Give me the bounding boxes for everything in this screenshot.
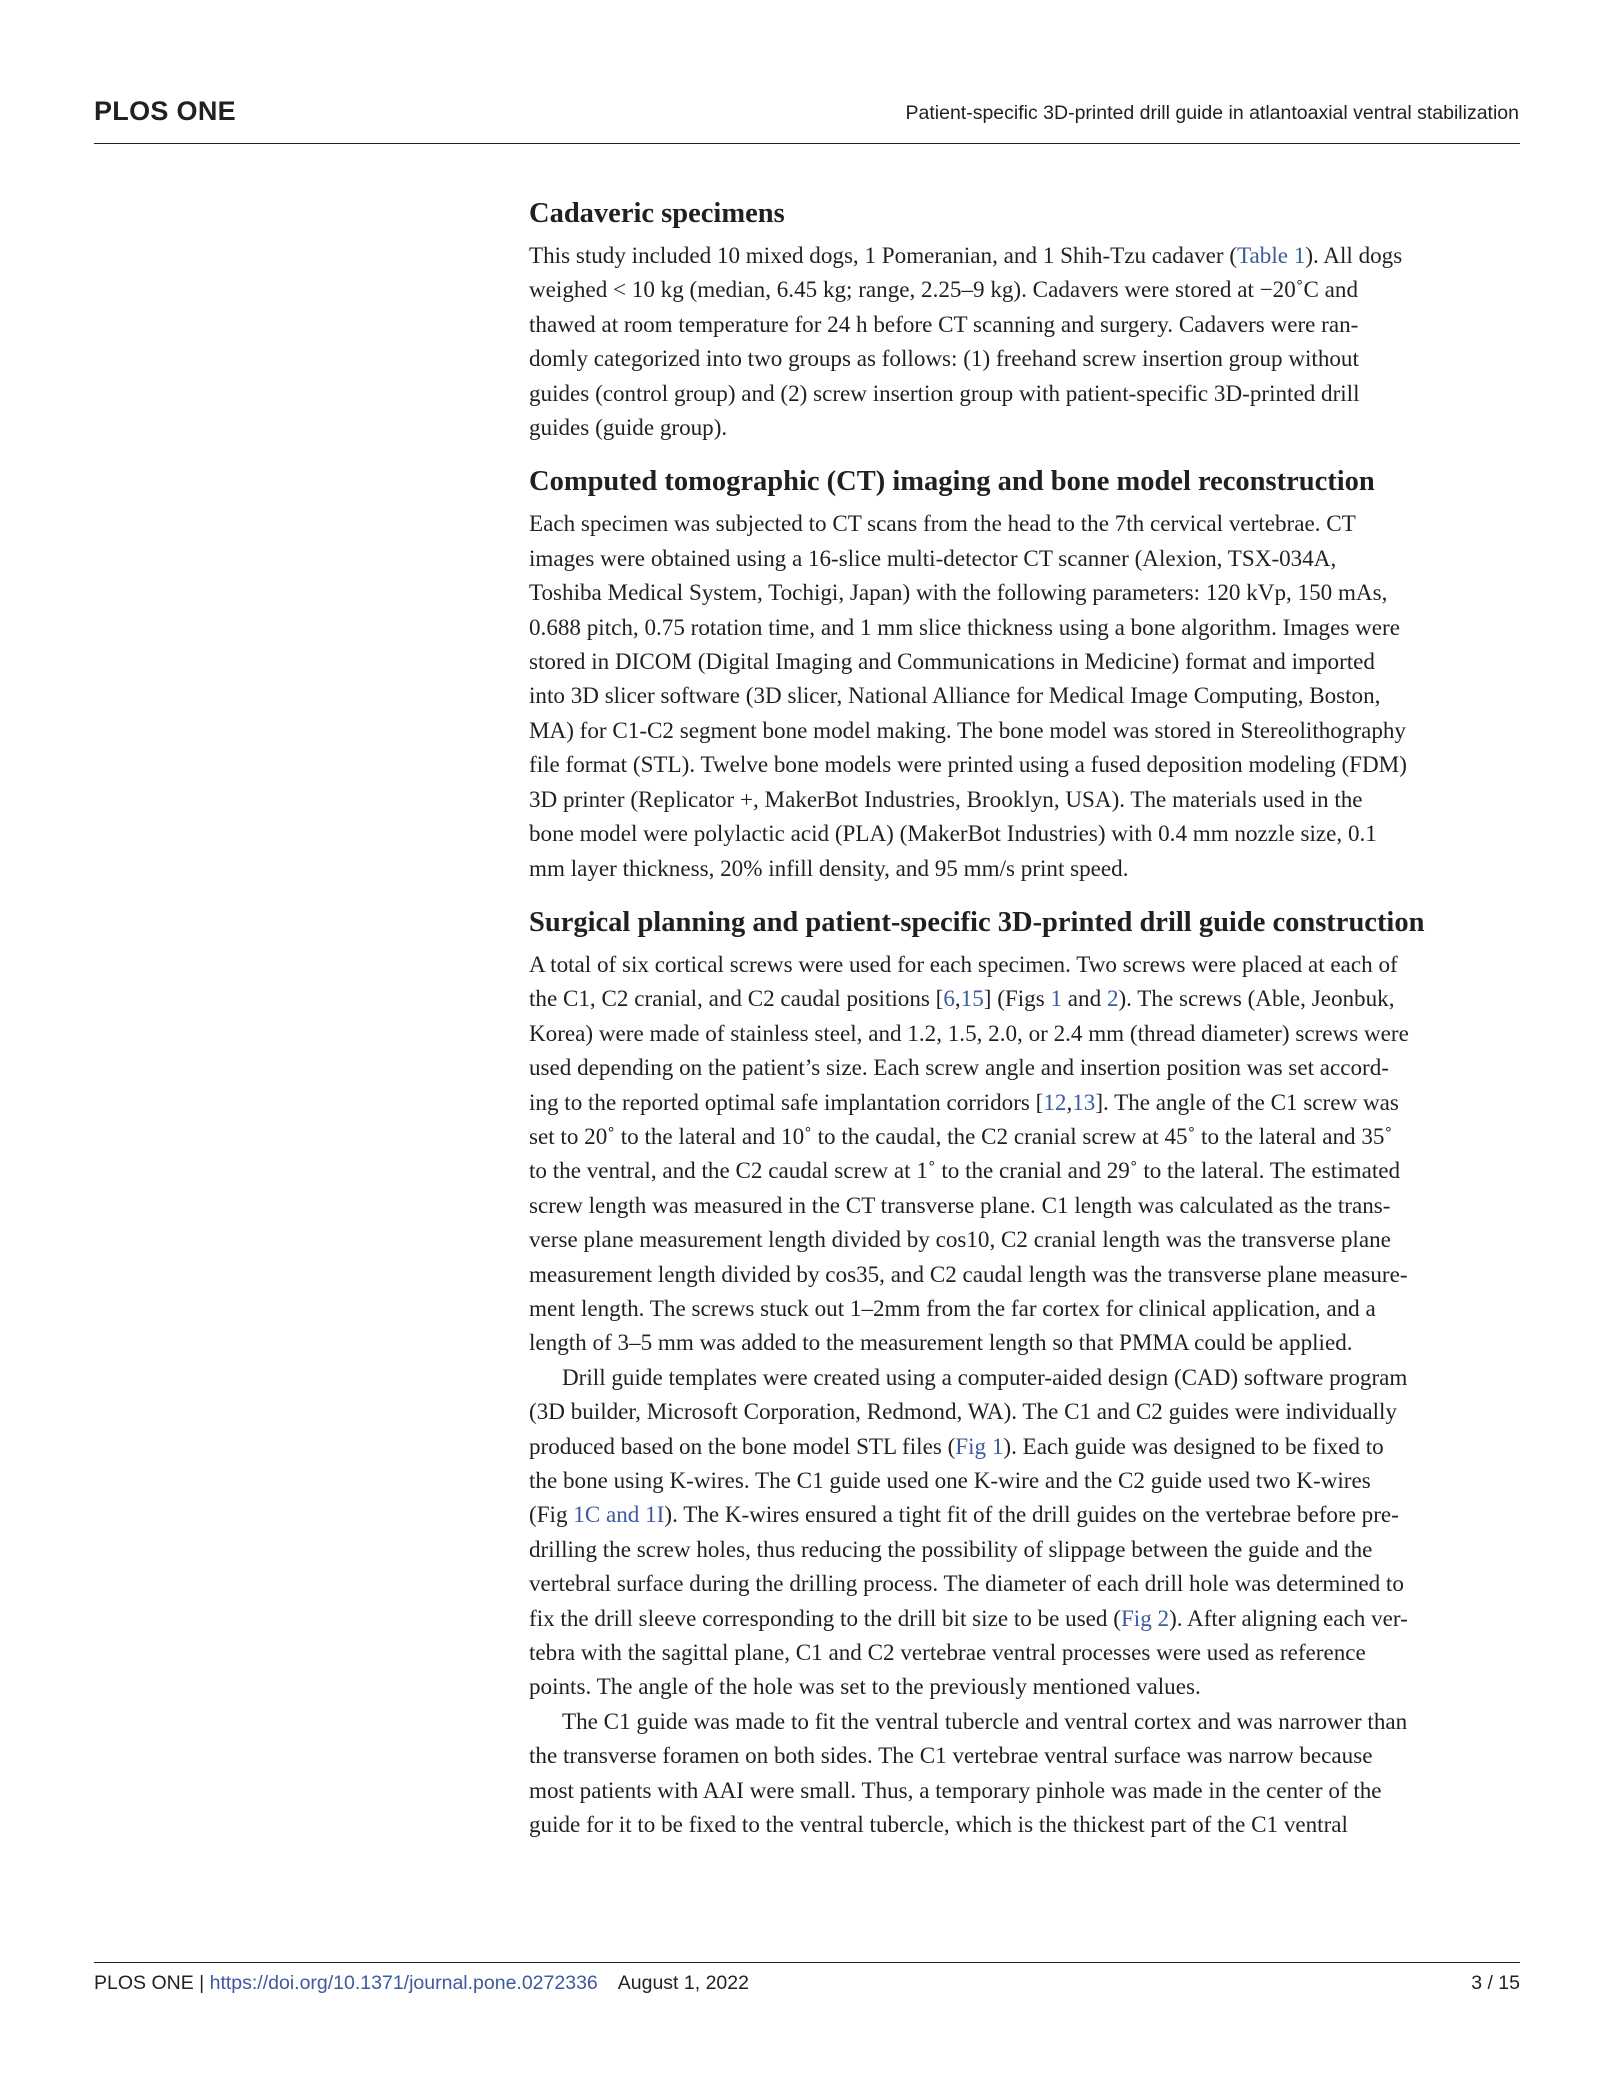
text-line: file format (STL). Twelve bone models were printed using a fused deposition modeling (FDM) [529, 751, 1407, 778]
text-line: guide for it to be fixed to the ventral tubercle, which is the thickest part of the C1 ventral [529, 1811, 1348, 1838]
text-line: mm layer thickness, 20% infill density, and 95 mm/s print speed. [529, 854, 1129, 881]
section-ct-imaging [529, 464, 1520, 884]
page-footer [94, 1972, 1520, 1995]
fig-2-link[interactable]: 2 [1106, 985, 1119, 1012]
text-line: images were obtained using a 16-slice multi-detector CT scanner (Alexion, TSX-034A, [529, 544, 1337, 571]
text-line: Korea) were made of stainless steel, and 1.2, 1.5, 2.0, or 2.4 mm (thread diameter) screws were [529, 1019, 1409, 1046]
footer-journal: PLOS ONE | [94, 1972, 210, 1994]
text-line [529, 1085, 1520, 1119]
section-heading: Surgical planning and patient-specific 3D-printed drill guide construction [529, 906, 1425, 938]
doi-link[interactable]: https://doi.org/10.1371/journal.pone.0272336 [209, 1972, 598, 1994]
text-line [529, 1601, 1520, 1635]
text-line: stored in DICOM (Digital Imaging and Communications in Medicine) format and imported [529, 648, 1375, 675]
text-line [529, 981, 1520, 1015]
text-line: A total of six cortical screws were used for each specimen. Two screws were placed at each of [529, 950, 1398, 977]
text-line: The C1 guide was made to fit the ventral tubercle and ventral cortex and was narrower than [562, 1707, 1408, 1734]
text-run: produced based on the bone model STL files ( [529, 1432, 956, 1459]
text-line: length of 3–5 mm was added to the measurement length so that PMMA could be applied. [529, 1329, 1353, 1356]
text-line: 0.688 pitch, 0.75 rotation time, and 1 mm slice thickness using a bone algorithm. Images were [529, 613, 1400, 640]
text-run: ing to the reported optimal safe implantation corridors [ [529, 1088, 1044, 1115]
text-line: into 3D slicer software (3D slicer, National Alliance for Medical Image Computing, Boston, [529, 682, 1381, 709]
text-line: MA) for C1-C2 segment bone model making. The bone model was stored in Stereolithography [529, 716, 1406, 743]
text-line: most patients with AAI were small. Thus, a temporary pinhole was made in the center of the [529, 1776, 1382, 1803]
text-run: fix the drill sleeve corresponding to the drill bit size to be used ( [529, 1604, 1121, 1631]
text-run: (Fig [529, 1501, 574, 1528]
ref-12-link[interactable]: 12 [1043, 1088, 1067, 1115]
text-line: guides (control group) and (2) screw insertion group with patient-specific 3D-printed drill [529, 379, 1360, 406]
text-run: This study included 10 mixed dogs, 1 Pomeranian, and 1 Shih-Tzu cadaver ( [529, 242, 1238, 268]
section-cadaveric [529, 196, 1520, 444]
page-number: 3 / 15 [1471, 1972, 1520, 1994]
text-line: to the ventral, and the C2 caudal screw at 1˚ to the cranial and 29˚ to the lateral. The estimated [529, 1157, 1401, 1184]
header-rule [94, 143, 1520, 144]
text-run: , [1066, 1088, 1073, 1115]
text-line: the bone using K-wires. The C1 guide used one K-wire and the C2 guide used two K-wires [529, 1467, 1371, 1493]
text-run: the C1, C2 cranial, and C2 caudal positions [ [529, 985, 944, 1012]
article-body [529, 196, 1520, 1861]
text-run: ). After aligning each ver- [1169, 1604, 1408, 1631]
text-run: ). The screws (Able, Jeonbuk, [1118, 985, 1395, 1012]
text-run: ). Each guide was designed to be fixed to [1003, 1432, 1384, 1459]
text-line: domly categorized into two groups as follows: (1) freehand screw insertion group without [529, 345, 1359, 372]
fig-1-link[interactable]: Fig 1 [955, 1432, 1004, 1459]
footer-rule [94, 1962, 1520, 1963]
running-title: Patient-specific 3D-printed drill guide in atlantoaxial ventral stabilization [905, 102, 1519, 124]
section-heading: Computed tomographic (CT) imaging and bone model reconstruction [529, 466, 1375, 498]
ref-13-link[interactable]: 13 [1072, 1088, 1096, 1115]
ref-15-link[interactable]: 15 [960, 985, 984, 1012]
text-line: the transverse foramen on both sides. The C1 vertebrae ventral surface was narrow because [529, 1742, 1373, 1769]
text-run: , [954, 985, 961, 1012]
text-line: thawed at room temperature for 24 h before CT scanning and surgery. Cadavers were ran- [529, 310, 1359, 337]
text-line: bone model were polylactic acid (PLA) (MakerBot Industries) with 0.4 mm nozzle size, 0.1 [529, 820, 1377, 847]
text-line: points. The angle of the hole was set to the previously mentioned values. [529, 1673, 1201, 1700]
text-line: Toshiba Medical System, Tochigi, Japan) with the following parameters: 120 kVp, 150 mAs, [529, 579, 1388, 606]
text-line: used depending on the patient’s size. Each screw angle and insertion position was set accord- [529, 1054, 1389, 1081]
paragraph [529, 1704, 1520, 1842]
text-run: ). All dogs [1305, 242, 1403, 268]
ref-6-link[interactable]: 6 [943, 985, 955, 1012]
text-run: and [1062, 985, 1107, 1012]
text-line: Each specimen was subjected to CT scans from the head to the 7th cervical vertebrae. CT [529, 510, 1356, 537]
text-line: verse plane measurement length divided by cos10, C2 cranial length was the transverse plane [529, 1226, 1391, 1253]
text-line: drilling the screw holes, thus reducing the possibility of slippage between the guide and the [529, 1535, 1373, 1562]
text-line: set to 20˚ to the lateral and 10˚ to the caudal, the C2 cranial screw at 45˚ to the lateral and 35˚ [529, 1122, 1393, 1149]
text-line [529, 1497, 1520, 1531]
text-line: measurement length divided by cos35, and C2 caudal length was the transverse plane measure- [529, 1260, 1408, 1287]
text-line [529, 1429, 1520, 1463]
paragraph [529, 238, 1520, 444]
text-line: vertebral surface during the drilling process. The diameter of each drill hole was determined to [529, 1570, 1404, 1597]
text-line: 3D printer (Replicator +, MakerBot Industries, Brooklyn, USA). The materials used in the [529, 785, 1363, 812]
fig-1c-1i-link[interactable]: 1C and 1I [573, 1501, 665, 1528]
table-1-link[interactable]: Table 1 [1237, 242, 1306, 268]
text-line: screw length was measured in the CT transverse plane. C1 length was calculated as the trans- [529, 1191, 1391, 1218]
text-run: ). The K-wires ensured a tight fit of the drill guides on the vertebrae before pre- [664, 1501, 1399, 1528]
text-line: (3D builder, Microsoft Corporation, Redmond, WA). The C1 and C2 guides were individually [529, 1398, 1397, 1425]
text-run: ]. The angle of the C1 screw was [1095, 1088, 1399, 1115]
text-line: ment length. The screws stuck out 1–2mm from the far cortex for clinical application, and a [529, 1294, 1376, 1321]
text-line: guides (guide group). [529, 414, 728, 441]
text-line: weighed < 10 kg (median, 6.45 kg; range, 2.25–9 kg). Cadavers were stored at −20˚C and [529, 276, 1358, 303]
text-run: ] (Figs [983, 985, 1051, 1012]
paragraph [529, 947, 1520, 1360]
paragraph [529, 1360, 1520, 1704]
fig-1-link[interactable]: 1 [1050, 985, 1063, 1012]
text-line: Drill guide templates were created using a computer-aided design (CAD) software program [562, 1363, 1408, 1390]
section-surgical-planning [529, 905, 1520, 1842]
text-line: tebra with the sagittal plane, C1 and C2 vertebrae ventral processes were used as reference [529, 1639, 1366, 1666]
section-heading: Cadaveric specimens [529, 198, 785, 229]
publication-date: August 1, 2022 [617, 1972, 749, 1994]
fig-2-link[interactable]: Fig 2 [1120, 1604, 1170, 1631]
paragraph [529, 506, 1520, 884]
journal-logo: PLOS ONE [94, 96, 236, 126]
text-line [529, 238, 1520, 272]
